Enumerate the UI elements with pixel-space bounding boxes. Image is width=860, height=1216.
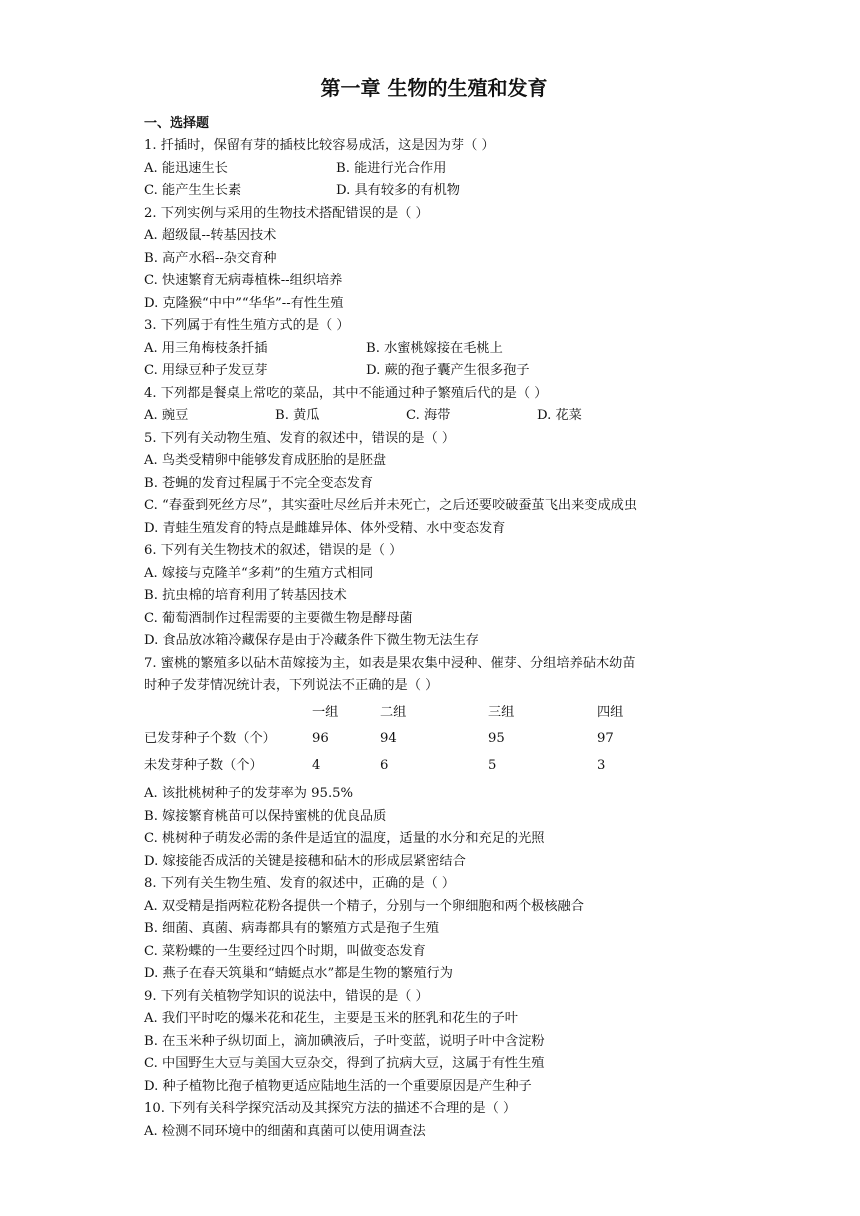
question-6-stem: 6. 下列有关生物技术的叙述，错误的是（ ） xyxy=(144,543,403,558)
table-row-label: 已发芽种子个数（个） xyxy=(144,731,276,746)
question-4-options xyxy=(144,405,724,428)
question-10-stem: 10. 下列有关科学探究活动及其探究方法的描述不合理的是（ ） xyxy=(144,1101,517,1116)
option-a: A. 检测不同环境中的细菌和真菌可以使用调查法 xyxy=(144,1123,426,1139)
option-b: B. 能进行光合作用 xyxy=(336,160,447,176)
option-b: B. 高产水稻--杂交育种 xyxy=(144,250,277,266)
table-row xyxy=(144,726,724,753)
option-c: C. 葡萄酒制作过程需要的主要微生物是酵母菌 xyxy=(144,610,413,626)
question-7-stem-line-1: 7. 蜜桃的繁殖多以砧木苗嫁接为主，如表是果农集中浸种、催芽、分组培养砧木幼苗 xyxy=(144,655,636,671)
question-3-options-ab xyxy=(144,338,724,361)
table-cell: 3 xyxy=(597,757,606,773)
table-cell: 96 xyxy=(312,731,329,746)
option-b: B. 在玉米种子纵切面上，滴加碘液后，子叶变蓝，说明子叶中含淀粉 xyxy=(144,1033,545,1049)
question-1-stem: 1. 扦插时，保留有芽的插枝比较容易成活，这是因为芽（ ） xyxy=(144,138,495,153)
option-d: D. 蕨的孢子囊产生很多孢子 xyxy=(366,363,530,378)
table-header-cell: 三组 xyxy=(488,704,515,720)
option-a: A. 超级鼠--转基因技术 xyxy=(144,228,277,243)
option-d: D. 克隆猴“中中”“华华”--有性生殖 xyxy=(144,295,344,311)
option-a: A. 用三角梅枝条扦插 xyxy=(144,340,268,356)
table-cell: 95 xyxy=(488,731,505,746)
table-header-cell: 四组 xyxy=(597,704,624,720)
question-3-stem: 3. 下列属于有性生殖方式的是（ ） xyxy=(144,318,350,333)
question-2-stem: 2. 下列实例与采用的生物技术搭配错误的是（ ） xyxy=(144,205,429,221)
question-1-options-ab xyxy=(144,158,724,181)
option-d: D. 嫁接能否成活的关键是接穗和砧木的形成层紧密结合 xyxy=(144,853,466,869)
table-cell: 4 xyxy=(312,757,321,773)
option-b: B. 嫁接繁育桃苗可以保持蜜桃的优良品质 xyxy=(144,808,387,824)
option-a: A. 我们平时吃的爆米花和花生，主要是玉米的胚乳和花生的子叶 xyxy=(144,1011,518,1026)
option-c: C. 桃树种子萌发必需的条件是适宜的温度，适量的水分和充足的光照 xyxy=(144,831,545,846)
germination-table xyxy=(144,700,724,780)
option-c: C. 快速繁育无病毒植株--组织培养 xyxy=(144,273,343,288)
option-b: B. 黄瓜 xyxy=(275,408,320,423)
question-5-stem: 5. 下列有关动物生殖、发育的叙述中，错误的是（ ） xyxy=(144,430,456,446)
option-c: C. 菜粉蝶的一生要经过四个时期，叫做变态发育 xyxy=(144,943,426,959)
option-d: D. 食品放冰箱冷藏保存是由于冷藏条件下微生物无法生存 xyxy=(144,633,479,648)
option-d: D. 具有较多的有机物 xyxy=(336,183,460,198)
table-cell: 94 xyxy=(380,731,397,746)
table-header-cell xyxy=(144,700,312,727)
option-c: C. 中国野生大豆与美国大豆杂交，得到了抗病大豆，这属于有性生殖 xyxy=(144,1056,545,1071)
option-c: C. “春蚕到死丝方尽”，其实蚕吐尽丝后并未死亡，之后还要咬破蚕茧飞出来变成成虫 xyxy=(144,498,638,513)
question-7-stem-line-2: 时种子发芽情况统计表，下列说法不正确的是（ ） xyxy=(144,678,439,693)
option-b: B. 细菌、真菌、病毒都具有的繁殖方式是孢子生殖 xyxy=(144,921,440,936)
question-3-options-cd xyxy=(144,360,724,383)
option-a: A. 该批桃树种子的发芽率为 95.5% xyxy=(144,786,354,801)
option-b: B. 抗虫棉的培育利用了转基因技术 xyxy=(144,588,347,603)
document-page xyxy=(144,74,724,1143)
option-c: C. 用绿豆种子发豆芽 xyxy=(144,363,268,378)
table-cell: 97 xyxy=(597,731,614,746)
option-a: A. 嫁接与克隆羊“多莉”的生殖方式相同 xyxy=(144,565,374,581)
question-4-stem: 4. 下列都是餐桌上常吃的菜品，其中不能通过种子繁殖后代的是（ ） xyxy=(144,385,548,401)
page-title: 第一章 生物的生殖和发育 xyxy=(320,76,548,100)
table-header-row xyxy=(144,700,724,727)
option-d: D. 种子植物比孢子植物更适应陆地生活的一个重要原因是产生种子 xyxy=(144,1078,532,1094)
option-d: D. 燕子在春天筑巢和“蜻蜓点水”都是生物的繁殖行为 xyxy=(144,966,453,981)
option-c: C. 能产生生长素 xyxy=(144,183,242,198)
option-a: A. 鸟类受精卵中能够发育成胚胎的是胚盘 xyxy=(144,453,387,468)
question-1-options-cd xyxy=(144,180,724,203)
option-c: C. 海带 xyxy=(406,408,451,423)
table-row-label: 未发芽种子数（个） xyxy=(144,757,263,773)
question-8-stem: 8. 下列有关生物生殖、发育的叙述中，正确的是（ ） xyxy=(144,876,456,891)
option-a: A. 豌豆 xyxy=(144,408,189,423)
table-cell: 5 xyxy=(488,757,497,773)
table-row xyxy=(144,753,724,780)
table-cell: 6 xyxy=(380,757,389,773)
option-d: D. 青蛙生殖发育的特点是雌雄异体、体外受精、水中变态发育 xyxy=(144,520,506,536)
option-a: A. 双受精是指两粒花粉各提供一个精子，分别与一个卵细胞和两个极核融合 xyxy=(144,898,584,914)
question-9-stem: 9. 下列有关植物学知识的说法中，错误的是（ ） xyxy=(144,988,429,1004)
table-header-cell: 一组 xyxy=(312,704,339,720)
option-b: B. 水蜜桃嫁接在毛桃上 xyxy=(366,340,503,356)
option-a: A. 能迅速生长 xyxy=(144,160,228,176)
option-b: B. 苍蝇的发育过程属于不完全变态发育 xyxy=(144,475,374,491)
option-d: D. 花菜 xyxy=(537,408,582,423)
table-header-cell: 二组 xyxy=(380,704,407,720)
section-heading: 一、选择题 xyxy=(144,116,210,131)
